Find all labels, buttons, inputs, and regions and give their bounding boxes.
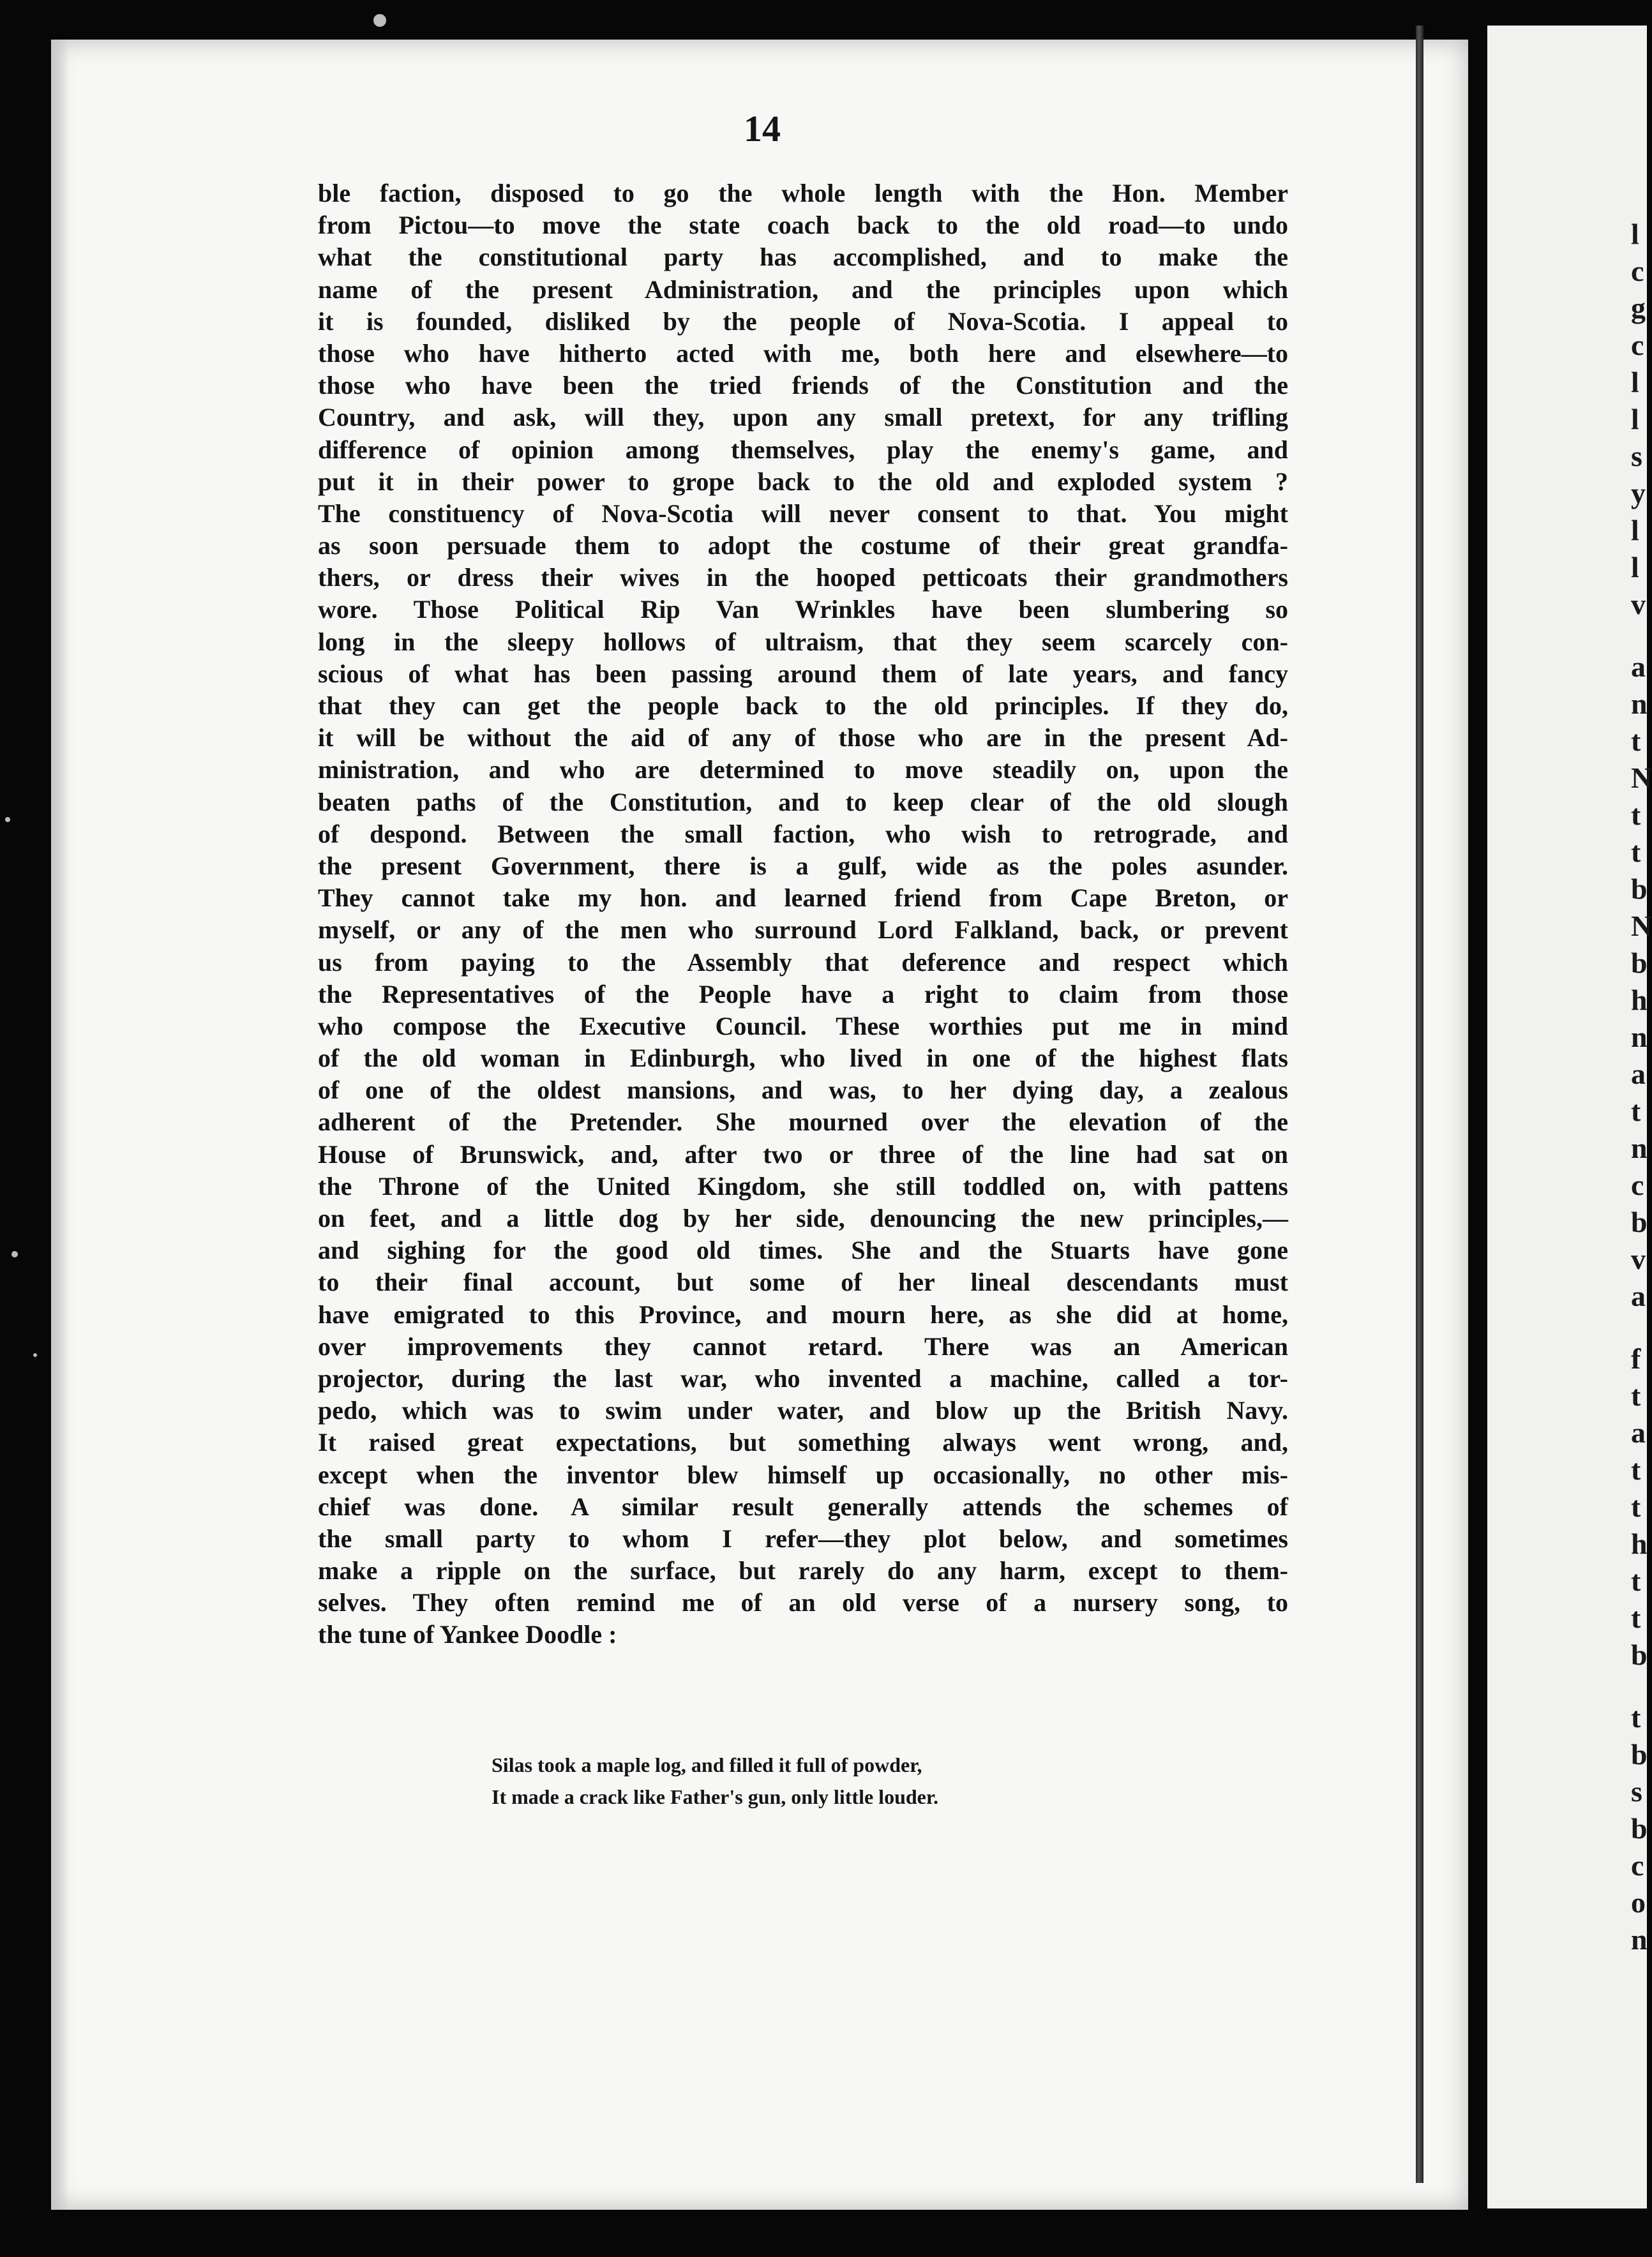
facing-page-letter: g (1631, 292, 1646, 324)
text-line: of the old woman in Edinburgh, who lived in one of the highest flats (318, 1044, 1288, 1073)
text-line: of one of the oldest mansions, and was, to her dying day, a zealous (318, 1076, 1288, 1105)
text-line: as soon persuade them to adopt the costume of their great grandfa- (318, 531, 1288, 560)
facing-page-letter: v (1631, 1243, 1646, 1275)
facing-page-letter: b (1631, 1738, 1648, 1771)
facing-page-letter: a (1631, 650, 1646, 683)
facing-page-letter: t (1631, 836, 1641, 868)
text-line: They cannot take my hon. and learned friend from Cape Breton, or (318, 883, 1288, 913)
facing-page-letter: a (1631, 1416, 1646, 1449)
facing-page-letter: n (1631, 1132, 1648, 1164)
facing-page-letter: n (1631, 1923, 1648, 1956)
facing-page-letter: n (1631, 1021, 1648, 1053)
facing-page-letter: t (1631, 1095, 1641, 1127)
facing-page-letter: l (1631, 366, 1639, 398)
text-line: have emigrated to this Province, and mourn here, as she did at home, (318, 1300, 1288, 1329)
facing-page-letter: v (1631, 588, 1646, 620)
facing-page-letter: h (1631, 1527, 1648, 1560)
text-line: it will be without the aid of any of those who are in the present Ad- (318, 723, 1288, 753)
text-line: scious of what has been passing around them of late years, and fancy (318, 659, 1288, 688)
facing-page (1487, 26, 1647, 2208)
film-speck (5, 817, 10, 822)
text-line: us from paying to the Assembly that deference and respect which (318, 947, 1288, 977)
facing-page-letter: a (1631, 1280, 1646, 1312)
text-line: pedo, which was to swim under water, and blow up the British Navy. (318, 1396, 1288, 1425)
facing-page-letter: t (1631, 1564, 1641, 1597)
verse-line: It made a crack like Father's gun, only little louder. (492, 1785, 939, 1808)
facing-page-letter: b (1631, 873, 1648, 905)
film-speck (373, 14, 386, 27)
facing-page-letter: a (1631, 1058, 1646, 1090)
text-line: over improvements they cannot retard. There was an American (318, 1331, 1288, 1361)
facing-page-letter: y (1631, 477, 1646, 509)
facing-page-letter: l (1631, 551, 1639, 583)
facing-page-letter: l (1631, 403, 1639, 435)
text-line: The constituency of Nova-Scotia will never consent to that. You might (318, 499, 1288, 528)
text-line: ministration, and who are determined to move steadily on, upon the (318, 755, 1288, 784)
facing-page-letter: h (1631, 984, 1648, 1016)
text-line: It raised great expectations, but something always went wrong, and, (318, 1428, 1288, 1457)
facing-page-letter: t (1631, 1601, 1641, 1634)
facing-page-letter: s (1631, 440, 1642, 472)
facing-page-letter: c (1631, 1849, 1644, 1882)
film-speck (11, 1251, 18, 1257)
text-line: ble faction, disposed to go the whole length with the Hon. Member (318, 179, 1288, 207)
facing-page-letter: b (1631, 947, 1648, 979)
text-line: the Throne of the United Kingdom, she still toddled on, with pattens (318, 1171, 1288, 1201)
facing-page-letter: l (1631, 514, 1639, 546)
text-line: those who have been the tried friends of the Constitution and the (318, 371, 1288, 400)
facing-page-letter: t (1631, 799, 1641, 831)
facing-page-letter: c (1631, 1169, 1644, 1201)
text-line: beaten paths of the Constitution, and to keep clear of the old slough (318, 787, 1288, 816)
facing-page-letter: b (1631, 1206, 1648, 1238)
body-text (318, 177, 1288, 1651)
text-line: except when the inventor blew himself up occasionally, no other mis- (318, 1460, 1288, 1489)
facing-page-letter: b (1631, 1638, 1648, 1671)
text-line: thers, or dress their wives in the hooped petticoats their grandmothers (318, 563, 1288, 592)
page-edge-shadow (51, 40, 69, 2210)
verse-line: Silas took a maple log, and filled it full of powder, (492, 1753, 922, 1776)
text-line: myself, or any of the men who surround Lord Falkland, back, or prevent (318, 915, 1288, 945)
facing-page-letter: t (1631, 1701, 1641, 1734)
page-number: 14 (744, 108, 781, 149)
facing-page-letter: N (1631, 910, 1652, 942)
facing-page-letter: N (1631, 761, 1652, 794)
text-line: to their final account, but some of her lineal descendants must (318, 1268, 1288, 1297)
text-line: of despond. Between the small faction, who wish to retrograde, and (318, 819, 1288, 848)
text-line: adherent of the Pretender. She mourned over the elevation of the (318, 1107, 1288, 1137)
facing-page-letter: s (1631, 1775, 1642, 1808)
page-gutter (1416, 26, 1423, 2183)
text-line: make a ripple on the surface, but rarely do any harm, except to them- (318, 1556, 1288, 1586)
facing-page-letter: c (1631, 255, 1644, 287)
facing-page-letter: t (1631, 1379, 1641, 1412)
text-line: those who have hitherto acted with me, both here and elsewhere—to (318, 338, 1288, 368)
text-line: that they can get the people back to the old principles. If they do, (318, 691, 1288, 720)
facing-page-letter: b (1631, 1812, 1648, 1845)
facing-page-letter: c (1631, 329, 1644, 361)
text-line: the Representatives of the People have a right to claim from those (318, 979, 1288, 1009)
text-line: projector, during the last war, who invented a machine, called a tor- (318, 1363, 1288, 1393)
text-line: the present Government, there is a gulf, wide as the poles asunder. (318, 851, 1288, 880)
facing-page-letter: f (1631, 1342, 1641, 1375)
facing-page-letter: n (1631, 687, 1648, 720)
film-speck (33, 1353, 37, 1357)
text-line: long in the sleepy hollows of ultraism, that they seem scarcely con- (318, 627, 1288, 656)
text-line: what the constitutional party has accomplished, and to make the (318, 243, 1288, 272)
facing-page-letter: l (1631, 218, 1639, 250)
text-line: on feet, and a little dog by her side, denouncing the new principles,— (318, 1204, 1288, 1233)
text-line: difference of opinion among themselves, play the enemy's game, and (318, 435, 1288, 464)
text-line: and sighing for the good old times. She and the Stuarts have gone (318, 1236, 1288, 1265)
text-line: selves. They often remind me of an old verse of a nursery song, to (318, 1588, 1288, 1617)
text-line: chief was done. A similar result generally attends the schemes of (318, 1492, 1288, 1521)
text-line: who compose the Executive Council. These worthies put me in mind (318, 1011, 1288, 1040)
text-line: name of the present Administration, and the principles upon which (318, 274, 1288, 304)
verse-quotation (492, 1749, 938, 1813)
facing-page-letter: t (1631, 1453, 1641, 1486)
text-line: put it in their power to grope back to the old and exploded system ? (318, 467, 1288, 496)
text-line: the tune of Yankee Doodle : (318, 1620, 617, 1649)
text-line: wore. Those Political Rip Van Wrinkles have been slumbering so (318, 595, 1288, 624)
text-line: House of Brunswick, and, after two or three of the line had sat on (318, 1139, 1288, 1169)
text-line: the small party to whom I refer—they plot below, and sometimes (318, 1524, 1288, 1553)
facing-page-letter: t (1631, 1490, 1641, 1523)
facing-page-letter: t (1631, 724, 1641, 757)
facing-page-letter: o (1631, 1886, 1646, 1919)
text-line: it is founded, disliked by the people of Nova-Scotia. I appeal to (318, 306, 1288, 336)
text-line: Country, and ask, will they, upon any small pretext, for any trifling (318, 403, 1288, 432)
text-line: from Pictou—to move the state coach back to the old road—to undo (318, 211, 1288, 240)
